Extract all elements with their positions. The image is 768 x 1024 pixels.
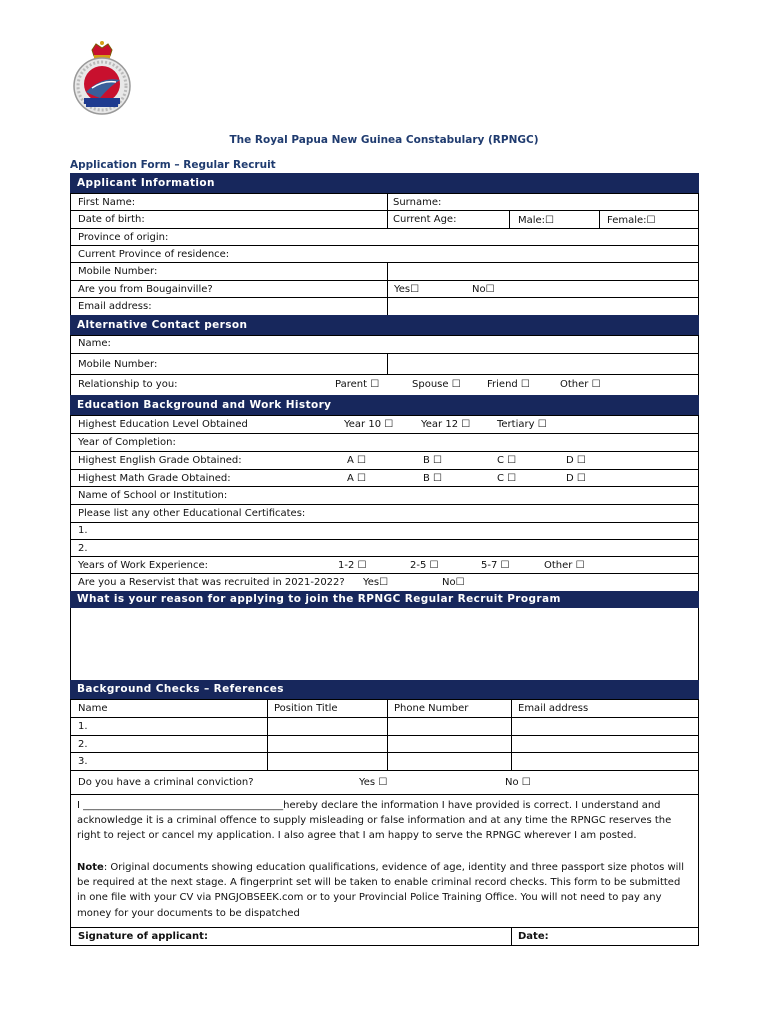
criminal-yes-checkbox[interactable]: Yes ☐ xyxy=(359,777,388,788)
ref-col-email: Email address xyxy=(518,703,589,714)
reservist-question: Are you a Reservist that was recruited in 2021-2022? xyxy=(78,577,345,588)
surname-field[interactable]: Surname: xyxy=(393,197,442,208)
section-header-applicant: Applicant Information xyxy=(70,173,699,193)
reservist-yes-checkbox[interactable]: Yes☐ xyxy=(363,577,389,588)
male-checkbox[interactable]: Male:☐ xyxy=(518,215,555,226)
province-residence-field[interactable]: Current Province of residence: xyxy=(78,249,230,260)
rpngc-crest-logo xyxy=(70,40,134,120)
alt-contact-name-field[interactable]: Name: xyxy=(78,338,111,349)
exp-other-checkbox[interactable]: Other ☐ xyxy=(544,560,585,571)
ref-col-name: Name xyxy=(78,703,108,714)
form-title: Application Form – Regular Recruit xyxy=(70,159,276,171)
section-header-alt-contact: Alternative Contact person xyxy=(70,315,699,335)
note-paragraph xyxy=(77,860,692,921)
reason-textarea[interactable] xyxy=(71,608,698,680)
exp-2-5-checkbox[interactable]: 2-5 ☐ xyxy=(410,560,439,571)
section-header-education: Education Background and Work History xyxy=(70,395,699,415)
ref-col-phone: Phone Number xyxy=(394,703,469,714)
english-grade-d-checkbox[interactable]: D ☐ xyxy=(566,455,586,466)
criminal-no-checkbox[interactable]: No ☐ xyxy=(505,777,531,788)
other-checkbox[interactable]: Other ☐ xyxy=(560,379,601,390)
math-grade-d-checkbox[interactable]: D ☐ xyxy=(566,473,586,484)
work-experience-label: Years of Work Experience: xyxy=(78,560,209,571)
note-text: : Original documents showing education qualifications, evidence of age, identity and three passport size photos will be required at the next stage. A fingerprint set will be taken to enable criminal record checks. This form to be submitted in one file with your CV via PNGJOBSEEK.com or to your Provincial Police Training Office. You will not need to pay any money for your documents to be dispatched xyxy=(77,862,684,919)
math-grade-b-checkbox[interactable]: B ☐ xyxy=(423,473,443,484)
spouse-checkbox[interactable]: Spouse ☐ xyxy=(412,379,461,390)
note-label: Note xyxy=(77,862,104,873)
certificate-line-2[interactable]: 2. xyxy=(78,543,88,554)
english-grade-a-checkbox[interactable]: A ☐ xyxy=(347,455,366,466)
reference-row-3[interactable]: 3. xyxy=(78,756,88,767)
certificate-line-1[interactable]: 1. xyxy=(78,525,88,536)
highest-education-label: Highest Education Level Obtained xyxy=(78,419,248,430)
bougainville-question: Are you from Bougainville? xyxy=(78,284,213,295)
english-grade-c-checkbox[interactable]: C ☐ xyxy=(497,455,517,466)
application-form-table xyxy=(70,173,699,946)
parent-checkbox[interactable]: Parent ☐ xyxy=(335,379,380,390)
tertiary-checkbox[interactable]: Tertiary ☐ xyxy=(497,419,547,430)
certificates-label: Please list any other Educational Certificates: xyxy=(78,508,306,519)
reference-row-1[interactable]: 1. xyxy=(78,721,88,732)
exp-1-2-checkbox[interactable]: 1-2 ☐ xyxy=(338,560,367,571)
signature-field[interactable]: Signature of applicant: xyxy=(78,931,208,942)
province-origin-field[interactable]: Province of origin: xyxy=(78,232,169,243)
section-header-reason: What is your reason for applying to join the RPNGC Regular Recruit Program xyxy=(70,591,699,608)
math-grade-a-checkbox[interactable]: A ☐ xyxy=(347,473,366,484)
organization-title: The Royal Papua New Guinea Constabulary (RPNGC) xyxy=(229,134,539,146)
year10-checkbox[interactable]: Year 10 ☐ xyxy=(344,419,394,430)
english-grade-b-checkbox[interactable]: B ☐ xyxy=(423,455,443,466)
bougainville-no-checkbox[interactable]: No☐ xyxy=(472,284,495,295)
date-of-birth-field[interactable]: Date of birth: xyxy=(78,214,145,225)
current-age-field[interactable]: Current Age: xyxy=(393,214,457,225)
bougainville-yes-checkbox[interactable]: Yes☐ xyxy=(394,284,420,295)
english-grade-label: Highest English Grade Obtained: xyxy=(78,455,242,466)
date-field[interactable]: Date: xyxy=(518,931,549,942)
reference-row-2[interactable]: 2. xyxy=(78,739,88,750)
exp-5-7-checkbox[interactable]: 5-7 ☐ xyxy=(481,560,510,571)
email-field[interactable]: Email address: xyxy=(78,301,152,312)
math-grade-c-checkbox[interactable]: C ☐ xyxy=(497,473,517,484)
year-completion-field[interactable]: Year of Completion: xyxy=(78,437,176,448)
year12-checkbox[interactable]: Year 12 ☐ xyxy=(421,419,471,430)
school-name-field[interactable]: Name of School or Institution: xyxy=(78,490,228,501)
friend-checkbox[interactable]: Friend ☐ xyxy=(487,379,530,390)
female-checkbox[interactable]: Female:☐ xyxy=(607,215,656,226)
declaration-text: I ________________________________________hereby declare the information I have provided is correct. I understand and acknowledge it is a criminal offence to supply misleading or false information and at any time the RPNGC reserves the right to reject or cancel my application. I also agree that I am happy to serve the RPNGC wherever I am posted. xyxy=(77,800,672,842)
first-name-field[interactable]: First Name: xyxy=(78,197,136,208)
mobile-number-field[interactable]: Mobile Number: xyxy=(78,266,158,277)
section-header-references: Background Checks – References xyxy=(70,680,699,699)
criminal-conviction-question: Do you have a criminal conviction? xyxy=(78,777,254,788)
math-grade-label: Highest Math Grade Obtained: xyxy=(78,473,231,484)
alt-contact-mobile-field[interactable]: Mobile Number: xyxy=(78,359,158,370)
ref-col-position: Position Title xyxy=(274,703,338,714)
reservist-no-checkbox[interactable]: No☐ xyxy=(442,577,465,588)
relationship-label: Relationship to you: xyxy=(78,379,178,390)
